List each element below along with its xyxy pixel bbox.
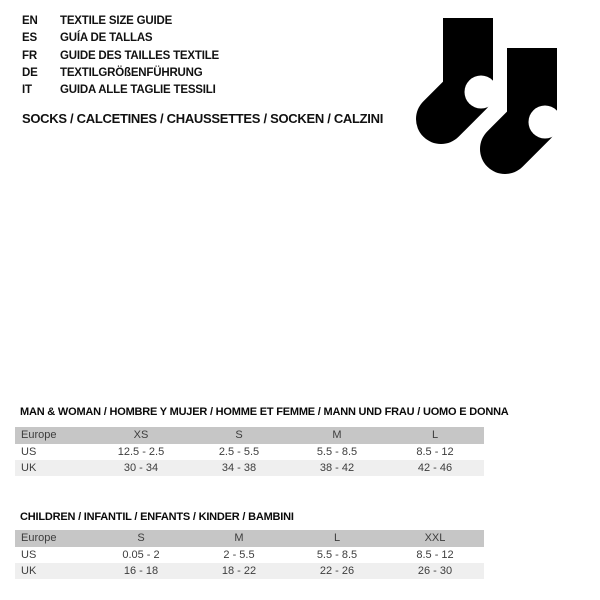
row-label: UK — [21, 462, 37, 474]
size-cell: 12.5 - 2.5 — [117, 446, 165, 458]
language-row — [22, 13, 219, 30]
size-cell: 8.5 - 12 — [416, 549, 454, 561]
table-header-row — [15, 530, 484, 547]
language-row — [22, 30, 219, 47]
size-cell: 2 - 5.5 — [223, 549, 255, 561]
table-row-uk — [15, 563, 484, 579]
children-size-table — [15, 530, 484, 579]
size-cell: 30 - 34 — [123, 462, 159, 474]
size-cell: 16 - 18 — [123, 565, 159, 577]
column-header-size: S — [137, 532, 145, 544]
column-header-size: L — [431, 429, 439, 441]
language-label: GUÍA DE TALLAS — [60, 32, 153, 45]
size-cell: 26 - 30 — [417, 565, 453, 577]
size-cell: 34 - 38 — [221, 462, 257, 474]
column-header-size: S — [235, 429, 243, 441]
language-code: DE — [22, 66, 38, 79]
column-header-size: XXL — [424, 532, 446, 544]
language-code: IT — [22, 84, 32, 97]
category-line: SOCKS / CALCETINES / CHAUSSETTES / SOCKEN / CALZINI — [22, 111, 384, 126]
table-row-us — [15, 547, 484, 563]
column-header-size: L — [333, 532, 341, 544]
table-row-us — [15, 444, 484, 460]
language-label: TEXTILE SIZE GUIDE — [60, 15, 173, 27]
column-header-region: Europe — [21, 532, 57, 544]
size-cell: 38 - 42 — [319, 462, 355, 474]
language-label: GUIDE DES TAILLES TEXTILE — [60, 49, 219, 62]
table-header-row — [15, 427, 484, 444]
language-row — [22, 82, 219, 99]
size-cell: 5.5 - 8.5 — [316, 549, 358, 561]
size-cell: 0.05 - 2 — [122, 549, 160, 561]
adult-table-title: MAN & WOMAN / HOMBRE Y MUJER / HOMME ET FEMME / MANN UND FRAU / UOMO E DONNA — [20, 406, 509, 418]
language-code: EN — [22, 15, 38, 27]
size-cell: 42 - 46 — [417, 462, 453, 474]
row-label: US — [21, 446, 37, 458]
size-cell: 5.5 - 8.5 — [316, 446, 358, 458]
row-label: US — [21, 549, 37, 561]
column-header-size: M — [332, 429, 342, 441]
sock-left-icon — [441, 18, 498, 119]
language-code: ES — [22, 32, 37, 45]
size-cell: 8.5 - 12 — [416, 446, 454, 458]
column-header-region: Europe — [21, 429, 57, 441]
children-table-title: CHILDREN / INFANTIL / ENFANTS / KINDER / BAMBINI — [20, 511, 294, 523]
language-label: GUIDA ALLE TAGLIE TESSILI — [60, 84, 216, 97]
table-row-uk — [15, 460, 484, 476]
language-row — [22, 65, 219, 82]
column-header-size: XS — [133, 429, 149, 441]
sock-right-icon — [505, 48, 562, 149]
size-cell: 2.5 - 5.5 — [218, 446, 260, 458]
language-code: FR — [22, 49, 37, 62]
row-label: UK — [21, 565, 37, 577]
socks-icon — [405, 8, 565, 178]
language-row — [22, 48, 219, 65]
size-cell: 22 - 26 — [319, 565, 355, 577]
column-header-size: M — [234, 532, 244, 544]
language-label: TEXTILGRÖßENFÜHRUNG — [60, 66, 203, 79]
adult-size-table — [15, 427, 484, 476]
size-cell: 18 - 22 — [221, 565, 257, 577]
language-guide — [22, 13, 219, 99]
